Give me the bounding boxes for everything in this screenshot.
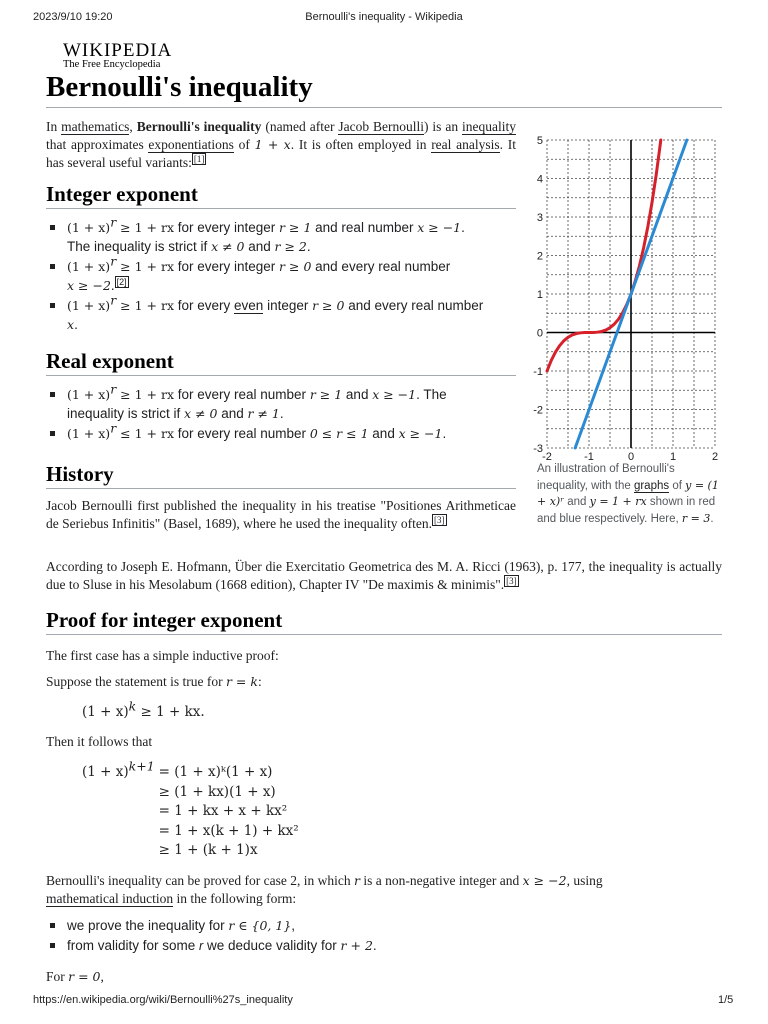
heading-proof: Proof for integer exponent <box>46 606 722 635</box>
y-tick-label: -3 <box>533 443 543 455</box>
link-inequality[interactable]: inequality <box>462 119 517 134</box>
history-paragraph-1: Jacob Bernoulli first published the inequality in his treatise "Positiones Arithmeticae de Seriebus Infinitis" (Basel, 1689), where he used the inequality often. [3] <box>46 498 516 531</box>
link-graphs[interactable]: graphs <box>633 479 670 492</box>
x-tick-label: 2 <box>711 451 719 460</box>
proof-paragraph-2: Suppose the statement is true for r = k: <box>46 674 262 689</box>
list-item: $(1 + x)^r \ge 1$ + rx for every integer r ≥ 0 and every real number x ≥ −2. [2] <box>47 257 519 295</box>
list-item: we prove the inequality for r ∈ {0, 1}, <box>47 916 723 935</box>
derivation-line: = 1 + x(k + 1) + kx² <box>158 822 299 839</box>
print-url: https://en.wikipedia.org/wiki/Bernoulli%27s_inequality <box>33 994 293 1006</box>
link-mathematical-induction[interactable]: mathematical induction <box>46 891 174 906</box>
print-datetime: 2023/9/10 19:20 <box>33 11 113 23</box>
list-item: $(1 + x)^r \ge 1$ + rx for every integer r ≥ 1 and real number x ≥ −1. The inequality is strict if x ≠ 0 and r ≥ 2. <box>47 218 519 256</box>
y-tick-label: 4 <box>536 173 543 186</box>
derivation-line: ≥ (1 + kx)(1 + x) <box>158 783 276 800</box>
link-real-analysis[interactable]: real analysis <box>431 137 500 152</box>
induction-hypothesis: $(1 + x)^k \ge 1$ + kx. <box>82 698 205 720</box>
link-mathematics[interactable]: mathematics <box>61 119 130 134</box>
link-even[interactable]: even <box>234 298 264 313</box>
x-tick-label: 1 <box>669 451 677 460</box>
link-jacob-bernoulli[interactable]: Jacob Bernoulli <box>338 119 425 134</box>
real-exponent-list <box>47 381 519 444</box>
y-tick-label: 5 <box>536 135 543 147</box>
y-tick-label: -1 <box>533 366 543 378</box>
y-tick-label: 0 <box>536 327 543 340</box>
list-item: from validity for some r we deduce validity for r + 2. <box>47 936 723 956</box>
bernoulli-graph <box>527 130 737 460</box>
y-tick-label: 3 <box>536 212 543 224</box>
x-tick-label: 0 <box>627 451 635 460</box>
integer-exponent-list <box>47 214 519 335</box>
page-title: Bernoulli's inequality <box>46 68 722 108</box>
heading-real-exponent: Real exponent <box>46 347 516 376</box>
y-tick-label: -2 <box>533 404 543 417</box>
wikipedia-wordmark[interactable]: WIKIPEDIA <box>63 40 173 61</box>
derivation-line: ≥ 1 + (k + 1)x <box>158 842 258 858</box>
print-title: Bernoulli's inequality - Wikipedia <box>305 11 463 23</box>
list-item: $(1 + x)^r \ge 1$ + rx for every even integer r ≥ 0 and every real number x. <box>47 296 519 334</box>
ref-3[interactable]: [3] <box>434 514 445 525</box>
derivation-lhs: $(1 + x)^{k+1}$ <box>82 758 155 780</box>
ref-2[interactable]: [2] <box>116 276 127 287</box>
x-tick-label: -2 <box>542 451 552 460</box>
derivation-line: = (1 + x)ᵏ(1 + x) <box>158 764 273 780</box>
ref-3b[interactable]: [3] <box>506 575 517 586</box>
link-exponentiations[interactable]: exponentiations <box>148 137 234 152</box>
history-paragraph-2: According to Joseph E. Hofmann, Über die Exercitatio Geometrica des M. A. Ricci (1963), p. 177, the inequality is actually due to Sluse in his Mesolabum (1668 edition), Chapter IV "De maximis & minimis". [3] <box>46 559 722 592</box>
proof-paragraph-3: Then it follows that <box>46 734 153 749</box>
induction-steps-list <box>47 916 723 957</box>
figure-caption: An illustration of Bernoulli's inequality, with the graphs of y = (1 + x)ʳ and y = 1 + rx shown in red and blue respectively. Here, r = 3. <box>537 463 719 525</box>
x-tick-label: -1 <box>584 451 594 460</box>
heading-integer-exponent: Integer exponent <box>46 180 516 209</box>
y-tick-label: 1 <box>536 289 543 301</box>
wikipedia-tagline: The Free Encyclopedia <box>63 59 161 70</box>
list-item: $(1 + x)^r \ge 1$ + rx for every real number r ≥ 1 and x ≥ −1. The inequality is strict if x ≠ 0 and r ≠ 1. <box>47 385 519 423</box>
induction-derivation <box>82 758 299 861</box>
ref-1[interactable]: [1] <box>193 153 205 164</box>
intro-paragraph: In mathematics, Bernoulli's inequality (named after Jacob Bernoulli) is an inequality that approximates exponentiations of 1 + x. It is often employed in real analysis. It has several useful variants: [1] <box>46 119 517 170</box>
proof-paragraph-4: Bernoulli's inequality can be proved for case 2, in which r is a non-negative integer and x ≥ −2, using mathematical induction in the following form: <box>46 873 603 906</box>
y-tick-label: 2 <box>536 250 543 263</box>
derivation-line: = 1 + kx + x + kx² <box>158 803 288 819</box>
list-item: $(1 + x)^r \le 1$ + rx for every real number 0 ≤ r ≤ 1 and x ≥ −1. <box>47 424 519 443</box>
proof-paragraph-1: The first case has a simple inductive proof: <box>46 648 279 663</box>
proof-paragraph-5: For r = 0, <box>46 969 104 984</box>
print-page-number: 1/5 <box>718 994 734 1006</box>
heading-history: History <box>46 460 516 489</box>
